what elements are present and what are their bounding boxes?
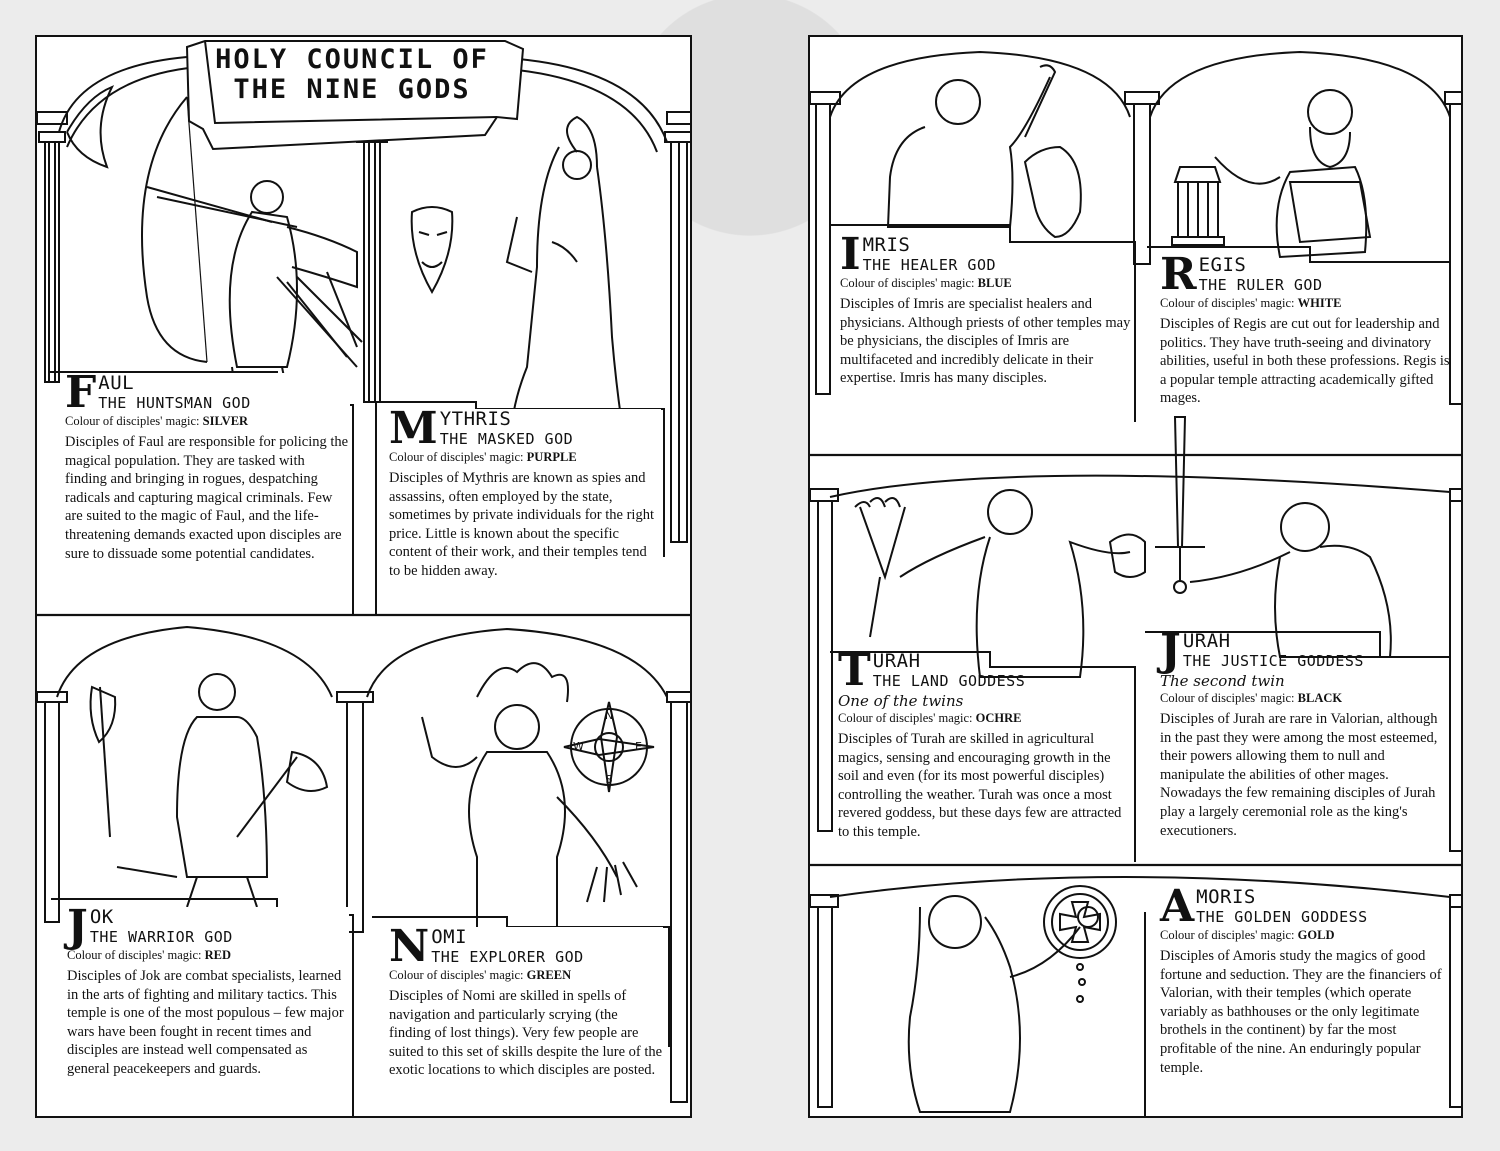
god-entry-mythris xyxy=(389,403,661,581)
column-mid-top xyxy=(357,132,387,402)
god-entry-jok xyxy=(67,901,349,1079)
god-initial: A xyxy=(1160,881,1195,932)
god-description: Disciples of Turah are skilled in agricultural magics, sensing and encouraging growth in the soil and even (for its most powerful disciples) controlling the weather. Turah was once a most revered goddess, but these days few are attracted to this temple. xyxy=(838,731,1122,840)
magic-colour-label: Colour of disciples' magic: xyxy=(389,450,527,464)
title-line-2: THE NINE GODS xyxy=(233,74,471,105)
magic-colour-label: Colour of disciples' magic: xyxy=(65,414,203,428)
god-entry-regis xyxy=(1160,249,1450,408)
healer-figure xyxy=(888,65,1081,237)
magic-colour-value: GOLD xyxy=(1297,928,1335,942)
god-epithet: THE HEALER GOD xyxy=(862,256,997,274)
god-entry-amoris xyxy=(1160,881,1450,1077)
magic-colour-line xyxy=(389,967,663,983)
left-page xyxy=(35,35,692,1118)
compass-e: E xyxy=(635,740,642,753)
compass-s: S xyxy=(605,773,613,786)
magic-colour-value: BLUE xyxy=(977,276,1012,290)
masked-god-figure xyxy=(412,117,627,457)
magic-colour-label: Colour of disciples' magic: xyxy=(1160,691,1298,705)
ruler-figure xyxy=(1215,90,1370,257)
magic-colour-line xyxy=(65,413,350,429)
magic-colour-label: Colour of disciples' magic: xyxy=(389,968,527,982)
god-description: Disciples of Amoris study the magics of good fortune and seduction. They are the financiers of Valorian, with their temples (which operate variably as bathhouses or the only legitimate brothels in the continent) by far the most profitable of the nine. An enduringly popular temple. xyxy=(1160,948,1442,1076)
god-description: Disciples of Regis are cut out for leadership and politics. They have truth-seeing and divinatory abilities, useful in both these professions. Regis is a popular temple attracting academically gifted mages. xyxy=(1160,316,1450,407)
god-initial: J xyxy=(67,901,88,952)
magic-colour-line xyxy=(1160,295,1450,311)
god-epithet-secondary: The second twin xyxy=(1160,672,1285,690)
warrior-figure xyxy=(91,674,327,907)
column-left-bottom xyxy=(45,702,59,922)
god-name: URAH xyxy=(872,650,921,672)
god-description: Disciples of Jurah are rare in Valorian, although in the past they were among the most esteemed, their powers allowing them to null and manipulate the abilities of other mages. Nowadays the few remaining disciples of Jurah play a largely ceremonial role as the king's executioners. xyxy=(1160,711,1438,839)
god-name: URAH xyxy=(1182,630,1231,652)
magic-colour-value: BLACK xyxy=(1297,691,1343,705)
lantern-icon xyxy=(1172,167,1224,245)
god-name: AUL xyxy=(98,372,135,394)
god-description: Disciples of Mythris are known as spies and assassins, often employed by the state, sometimes by private individuals for the right price. Little is known about the specific content of their work, and their temples tend to be hidden away. xyxy=(389,470,654,579)
magic-colour-value: PURPLE xyxy=(526,450,577,464)
magic-colour-label: Colour of disciples' magic: xyxy=(838,711,976,725)
god-initial: N xyxy=(389,921,430,972)
god-epithet: THE RULER GOD xyxy=(1198,276,1323,294)
god-name: OMI xyxy=(431,926,468,948)
god-name: YTHRIS xyxy=(439,408,512,430)
god-initial: M xyxy=(389,403,438,454)
god-description: Disciples of Jok are combat specialists, learned in the arts of fighting and military tactics. This temple is one of the most populous – few major wars have been fought in recent times and disciples are instead well compensated as general peacekeepers and guards. xyxy=(67,968,344,1077)
god-entry-jurah xyxy=(1160,625,1450,840)
magic-colour-label: Colour of disciples' magic: xyxy=(1160,296,1298,310)
god-name: MRIS xyxy=(862,234,911,256)
god-initial: R xyxy=(1160,249,1197,300)
god-epithet: THE MASKED GOD xyxy=(439,430,574,448)
right-page xyxy=(808,35,1463,1118)
god-initial: J xyxy=(1160,625,1181,676)
magic-colour-line xyxy=(1160,927,1450,943)
compass-w: W xyxy=(573,740,584,753)
compass-n: N xyxy=(604,709,614,722)
god-entry-faul xyxy=(65,367,350,563)
god-epithet: THE JUSTICE GODDESS xyxy=(1182,652,1364,670)
god-entry-turah xyxy=(838,645,1134,842)
column-right-top xyxy=(665,132,692,542)
god-description: Disciples of Faul are responsible for policing the magical population. They are tasked with finding and bringing in rogues, despatching radicals and capturing magical criminals. Few are suited to the magic of Faul, and the life-threatening demands exacted upon disciples are sure to dissuade some potential candidates. xyxy=(65,434,349,562)
magic-colour-value: WHITE xyxy=(1297,296,1342,310)
god-epithet-secondary: One of the twins xyxy=(838,692,964,710)
god-initial: T xyxy=(838,645,871,696)
title-line-1: HOLY COUNCIL OF xyxy=(215,44,489,75)
god-epithet: THE EXPLORER GOD xyxy=(431,948,584,966)
sword-icon xyxy=(1155,417,1205,593)
god-entry-imris xyxy=(840,229,1136,388)
god-description: Disciples of Nomi are skilled in spells of navigation and particularly scrying (the finding of lost things). Very few people are suited to this set of skills despite the lure of the exotic locations to which disciples are posted. xyxy=(389,988,663,1079)
land-goddess-figure xyxy=(855,490,1145,677)
god-epithet: THE LAND GODDESS xyxy=(872,672,1026,690)
magic-colour-value: SILVER xyxy=(202,414,249,428)
magic-colour-value: OCHRE xyxy=(975,711,1022,725)
page-title xyxy=(212,45,492,105)
god-name: EGIS xyxy=(1198,254,1247,276)
god-initial: F xyxy=(65,367,97,418)
magic-colour-line xyxy=(1160,690,1450,706)
god-description: Disciples of Imris are specialist healers and physicians. Although priests of other temples may be physicians, the disciples of Imris are multifaceted and incredibly delicate in their expertise. Imris has many disciples. xyxy=(840,296,1131,387)
magic-colour-label: Colour of disciples' magic: xyxy=(67,948,205,962)
god-name: OK xyxy=(89,906,114,928)
god-epithet: THE WARRIOR GOD xyxy=(89,928,233,946)
magic-colour-line xyxy=(838,710,1134,726)
magic-colour-value: RED xyxy=(204,948,232,962)
god-epithet: THE GOLDEN GODDESS xyxy=(1196,908,1368,926)
magic-colour-label: Colour of disciples' magic: xyxy=(1160,928,1298,942)
god-initial: I xyxy=(840,229,861,280)
compass-labels xyxy=(595,709,623,722)
column-left-top xyxy=(39,132,65,382)
god-epithet: THE HUNTSMAN GOD xyxy=(98,394,251,412)
magic-colour-label: Colour of disciples' magic: xyxy=(840,276,978,290)
column-right-bottom xyxy=(671,702,687,1102)
magic-colour-line xyxy=(840,275,1136,291)
column-mid-bottom xyxy=(347,702,363,932)
god-entry-nomi xyxy=(389,921,663,1080)
magic-colour-line xyxy=(67,947,349,963)
magic-colour-value: GREEN xyxy=(526,968,572,982)
god-name: MORIS xyxy=(1196,886,1256,908)
magic-colour-line xyxy=(389,449,661,465)
